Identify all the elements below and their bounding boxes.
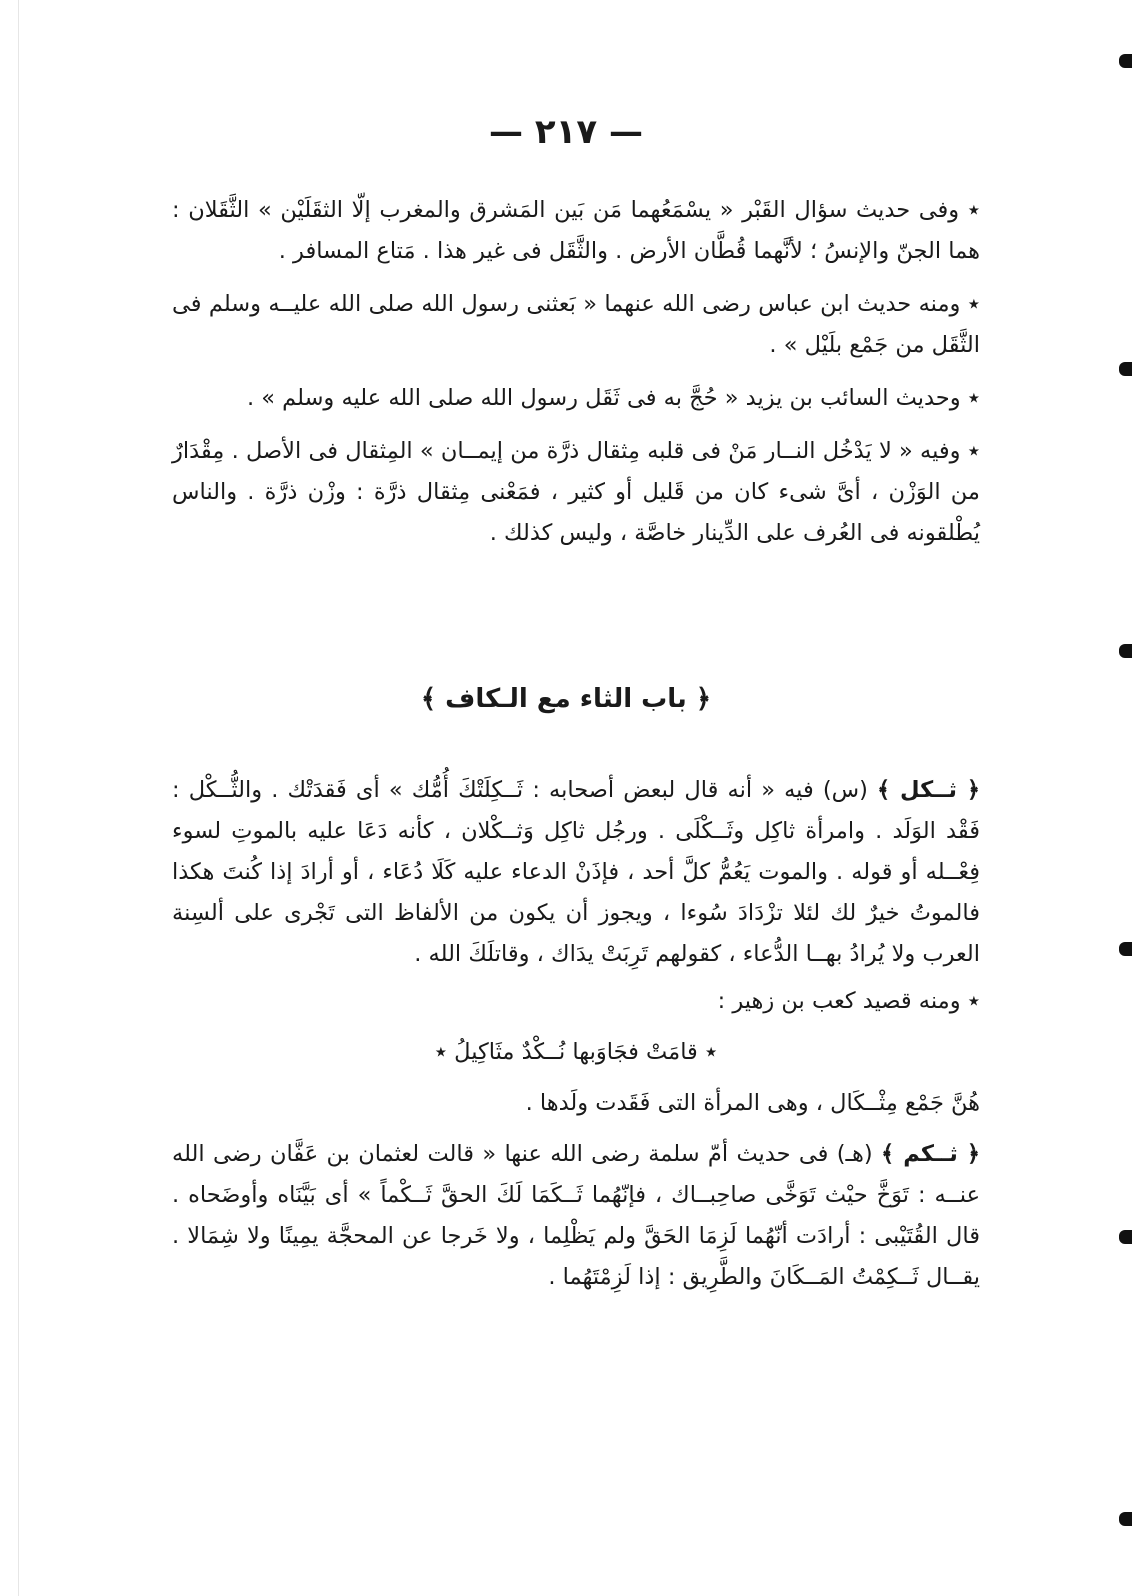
page-number: — ٢١٧ — (489, 112, 643, 152)
page-edge-shadow (18, 0, 19, 1596)
binding-mark (1119, 644, 1132, 658)
binding-mark (1119, 1512, 1132, 1526)
paragraph-grave-question: ٭ وفى حديث سؤال القَبْر « يسْمَعُهما مَن بَين المَشرق والمغرب إلّا الثقَلَيْن » الثَّقَلان : هما الجنّ والإنسُ ؛ لأنَّهما قُطَّان الأرض . والثَّقَل فى غير هذا . مَتاع المسافر . (172, 197, 980, 264)
paragraph-kaab-poem: ٭ ومنه قصيد كعب بن زهير : (717, 988, 980, 1014)
lower-text-section (172, 770, 980, 1298)
entry-thakl (172, 770, 980, 975)
paragraph-saib-ibn-yazid: ٭ وحديث السائب بن يزيد « حُجَّ به فى ثَقَل رسول الله صلى الله عليه وسلم » . (246, 385, 980, 411)
entry-thakm (172, 1134, 980, 1298)
binding-mark (1119, 362, 1132, 376)
entry-term-thakm: ﴿ ثــكم ﴾ (881, 1141, 980, 1167)
entry-term-thakl: ﴿ ثــكل ﴾ (877, 777, 981, 803)
entry-text-thakm: (هـ) فى حديث أمّ سلمة رضى الله عنها « قالت لعثمان بن عَفَّان رضى الله عنــه : تَوَخَّ حيْث تَوَخَّى صاحِبــاك ، فإنّهُما ثَــكَمَا لَكَ الحقَّ ثَــكْماً » أى بَيَّنَاه وأوضَحاه . قال القُتَيْبى : أرادَت أنّهُما لَزِمَا الحَقَّ ولم يَظْلِما ، ولا خَرجا عن المحجَّة يمِينًا ولا شِمَالا . يقــال ثَــكِمْتُ المَــكَانَ والطَّرِيق : إذا لَزِمْتَهُما . (172, 1141, 980, 1290)
paragraph-mithkal: هُنَّ جَمْع مِثْــكَال ، وهى المرأة التى فَقَدت ولَدها . (525, 1090, 980, 1116)
paragraph-mithqal: ٭ وفيه « لا يَدْخُل النــار مَنْ فى قلبه مِثقال ذرَّة من إيمــان » المِثقال فى الأصل . مِقْدَارٌ من الوَزْن ، أىَّ شىء كان من قَليل أو كثير ، فمَعْنى مِثقال ذرَّة : وزْن ذرَّة . والناس يُطْلقونه فى العُرف على الدِّينار خاصَّة ، وليس كذلك . (172, 438, 980, 546)
paragraph-ibn-abbas: ٭ ومنه حديث ابن عباس رضى الله عنهما « بَعثنى رسول الله صلى الله عليــه وسلم فى الثَّقَل من جَمْع بلَيْل » . (172, 291, 980, 358)
binding-mark (1119, 54, 1132, 68)
entry-text-thakl: (س) فيه « أنه قال لبعض أصحابه : ثَــكِلَتْكَ أُمُّك » أى فَقدَتْك . والثُّــكْل : فَقْد الوَلَد . وامرأة ثاكِل وثَــكْلَى . ورجُل ثاكِل وَثــكْلان ، كأنه دَعَا عليه بالموتِ لسوء فِعْــله أو قوله . والموت يَعُمُّ كلَّ أحد ، فإذَنْ الدعاء عليه كَلَا دُعَاء ، أو أرادَ إذا كُنتَ هكذا فالموتُ خيرٌ لك لئلا تزْدَادَ سُوءا ، ويجوز أن يكون من الألفاظ التى تَجْرى على ألسِنة العرب ولا يُرادُ بهــا الدُّعاء ، كقولهم تَرِبَتْ يدَاك ، وقاتلَكَ الله . (172, 777, 980, 967)
chapter-heading: ﴿ باب الثاء مع الـكاف ﴾ (420, 684, 712, 714)
binding-mark (1119, 1230, 1132, 1244)
verse-line: ٭ قامَتْ فجَاوَبها نُــكْدٌ مثَاكِيلُ ٭ (434, 1039, 718, 1065)
upper-text-section (172, 190, 980, 554)
binding-mark (1119, 942, 1132, 956)
